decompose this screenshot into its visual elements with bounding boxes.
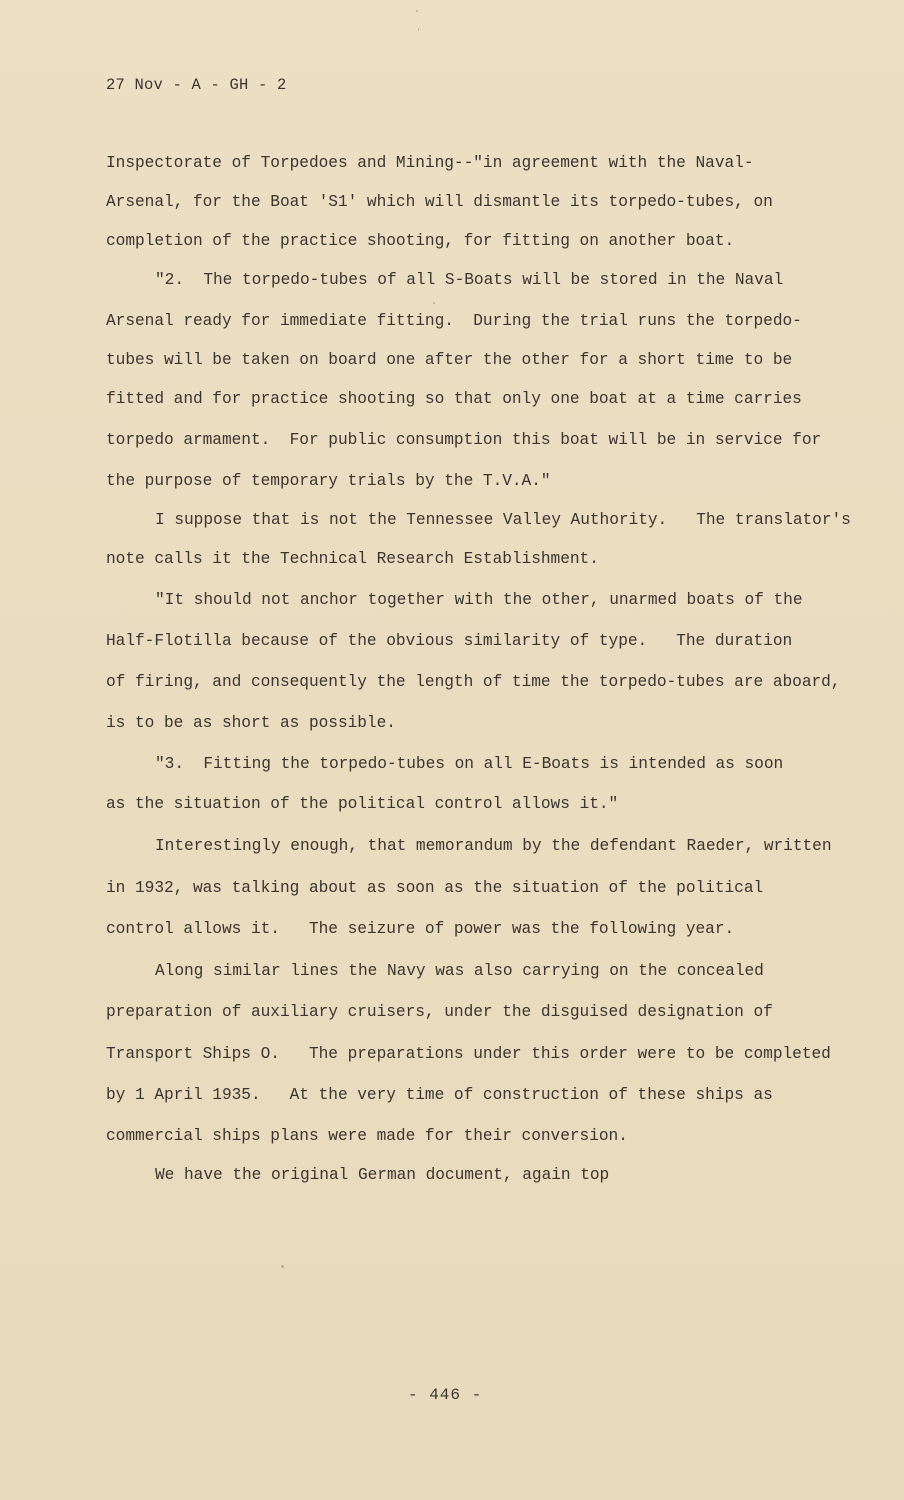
text-line-17: as the situation of the political control allows it.": [106, 795, 619, 813]
page-header: 27 Nov - A - GH - 2: [106, 76, 287, 94]
text-line-15: is to be as short as possible.: [106, 714, 396, 732]
paper-speck: [416, 10, 418, 12]
text-line-2: Arsenal, for the Boat 'S1' which will dismantle its torpedo-tubes, on: [106, 193, 773, 211]
text-line-16: "3. Fitting the torpedo-tubes on all E-Boats is intended as soon: [155, 755, 784, 773]
text-line-26: We have the original German document, again top: [155, 1166, 610, 1184]
text-line-6: tubes will be taken on board one after the other for a short time to be: [106, 351, 793, 369]
text-line-20: control allows it. The seizure of power was the following year.: [106, 920, 735, 938]
text-line-19: in 1932, was talking about as soon as the situation of the political: [106, 879, 764, 897]
page-number: - 446 -: [408, 1386, 483, 1404]
text-line-3: completion of the practice shooting, for fitting on another boat.: [106, 232, 735, 250]
paper-speck: [418, 28, 419, 31]
text-line-8: torpedo armament. For public consumption this boat will be in service for: [106, 431, 822, 449]
text-line-14: of firing, and consequently the length of time the torpedo-tubes are aboard,: [106, 673, 841, 691]
paper-speck: [433, 302, 435, 304]
text-line-10: I suppose that is not the Tennessee Valley Authority. The translator's: [155, 511, 851, 529]
text-line-5: Arsenal ready for immediate fitting. During the trial runs the torpedo-: [106, 312, 802, 330]
text-line-4: "2. The torpedo-tubes of all S-Boats will be stored in the Naval: [155, 271, 784, 289]
text-line-11: note calls it the Technical Research Establishment.: [106, 550, 599, 568]
text-line-1: Inspectorate of Torpedoes and Mining--"in agreement with the Naval-: [106, 154, 754, 172]
text-line-18: Interestingly enough, that memorandum by the defendant Raeder, written: [155, 837, 832, 855]
text-line-22: preparation of auxiliary cruisers, under the disguised designation of: [106, 1003, 773, 1021]
text-line-12: "It should not anchor together with the other, unarmed boats of the: [155, 591, 803, 609]
text-line-13: Half-Flotilla because of the obvious similarity of type. The duration: [106, 632, 793, 650]
text-line-25: commercial ships plans were made for their conversion.: [106, 1127, 628, 1145]
text-line-9: the purpose of temporary trials by the T.V.A.": [106, 472, 551, 490]
text-line-7: fitted and for practice shooting so that only one boat at a time carries: [106, 390, 802, 408]
text-line-21: Along similar lines the Navy was also carrying on the concealed: [155, 962, 764, 980]
text-line-24: by 1 April 1935. At the very time of construction of these ships as: [106, 1086, 773, 1104]
text-line-23: Transport Ships O. The preparations under this order were to be completed: [106, 1045, 831, 1063]
paper-speck: [281, 1265, 284, 1268]
